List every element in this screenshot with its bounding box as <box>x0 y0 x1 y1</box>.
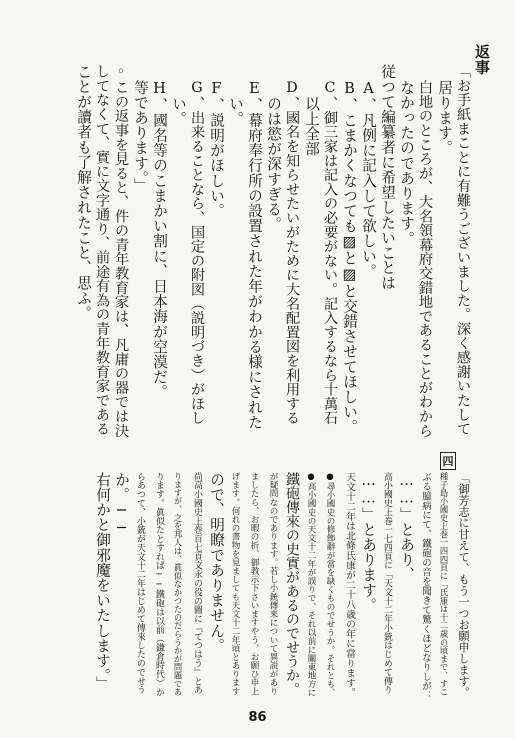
upper-col-12: E、幕府奉行所の設置された年がわかる様にされた <box>246 80 263 430</box>
page-number: 86 <box>248 710 267 725</box>
upper-col-19: ◦この返事を見ると、件の青年教育家は、凡庸の器では決 <box>113 64 129 438</box>
upper-col-20: してなくて、實に文字通り、前途有為の青年教育家である <box>94 64 110 436</box>
section-mark: 四 <box>440 452 456 470</box>
lower-col-20: 右何かと御邪魔をいたします。」 <box>94 472 111 692</box>
upper-col-9: 以上全部 <box>303 96 320 157</box>
upper-col-13: い。 <box>227 96 244 127</box>
lower-col-18: らあつて、小銃が天文十二年はじめて傳來したのでせう <box>135 472 145 695</box>
lower-col-11: が疑問なのであります。若し小銃傳來について異説があり <box>268 472 278 696</box>
lower-col-5: 高小國史上巻一七四頁に「天文十二年小銃はじめて傳り <box>382 472 392 695</box>
lower-col-9: ●高小國史の天文十二年が誤りで、それ以前に關東地方に <box>306 472 316 697</box>
upper-col-3: 白地のところが、大名領幕府交錯地であることがわから <box>417 80 433 438</box>
upper-col-10: D、國名を知らせたいがために大名配置図を利用する <box>284 80 300 425</box>
upper-col-8: C、御三家は記入の必要がない。記入するなら十萬石 <box>322 80 338 425</box>
lower-col-10: 鐵砲傳來の史實があるのでせうか。 <box>284 472 300 696</box>
lower-col-2: 種子島小國史上巻一四四頁に「氏康は十二歳の頃まで、すこ <box>439 472 449 697</box>
lower-col-19: か。── <box>113 472 130 538</box>
upper-col-17: H、國名等のこまかい割に、日本海が空漠だ。 <box>151 80 168 400</box>
upper-col-18: 等であります。」 <box>132 80 149 194</box>
lower-col-3: ぶる臆病にて、鐵砲の音を聞きて驚くほどなりしが： <box>420 472 431 700</box>
lower-col-15: 尚高小國史上巻百七頁文永の役の圖に『てつはう』とあ <box>192 472 202 695</box>
upper-col-15: G、出来ることなら、国定の附図（説明づき）がほし <box>189 80 205 425</box>
upper-col-5: 従つて編纂者に希望したいことは <box>379 64 396 291</box>
lower-col-14: ので、明瞭でありません。 <box>208 472 225 654</box>
lower-col-6: ……」とあります。 <box>360 472 377 613</box>
upper-col-6: A、凡例に記入して欲しい。 <box>360 80 377 279</box>
upper-col-11: のは慾が深すぎる。 <box>265 96 282 232</box>
upper-col-14: F、説明がほしい。 <box>208 80 225 219</box>
lower-col-13: げます。何れの書物を見ましても天文十二年頃とあります <box>230 472 240 696</box>
upper-title: 返事 <box>473 44 491 75</box>
lower-col-4: ……」とあり、 <box>398 472 415 583</box>
lower-col-12: ましたら、お暇の折、御教示下さいますやう、お願ひ申上 <box>249 472 259 696</box>
lower-col-1: 「御芳志に甘えて、もう一つお願申します。 <box>457 472 470 698</box>
lower-col-7: 天文十二年は北條氏康が二十八歳の年に當ります。 <box>344 472 355 698</box>
upper-col-16: い。 <box>170 96 187 127</box>
upper-col-7: B、こまかくなつても▨と▨と交錯させてほしい。 <box>341 80 358 435</box>
lower-col-16: りますが、之を邦人は、眞似なかつたのだらうかが問題であ <box>173 472 183 697</box>
upper-col-1: 「お手紙まことに有難うございました。深く感謝いたして <box>455 64 471 436</box>
upper-col-21: ことが讀者も了解されたこと、思ふ。 <box>75 64 92 321</box>
upper-col-2: 居ります。 <box>436 80 453 156</box>
lower-col-17: ります。眞似たとすれば──鐵砲は以前（鎌倉時代）か <box>154 472 164 697</box>
upper-col-4: なかったのであります。 <box>398 80 415 247</box>
lower-col-8: ●尋小國史の修飾辭が當を缺くものでせうか。それとも、 <box>325 472 335 697</box>
